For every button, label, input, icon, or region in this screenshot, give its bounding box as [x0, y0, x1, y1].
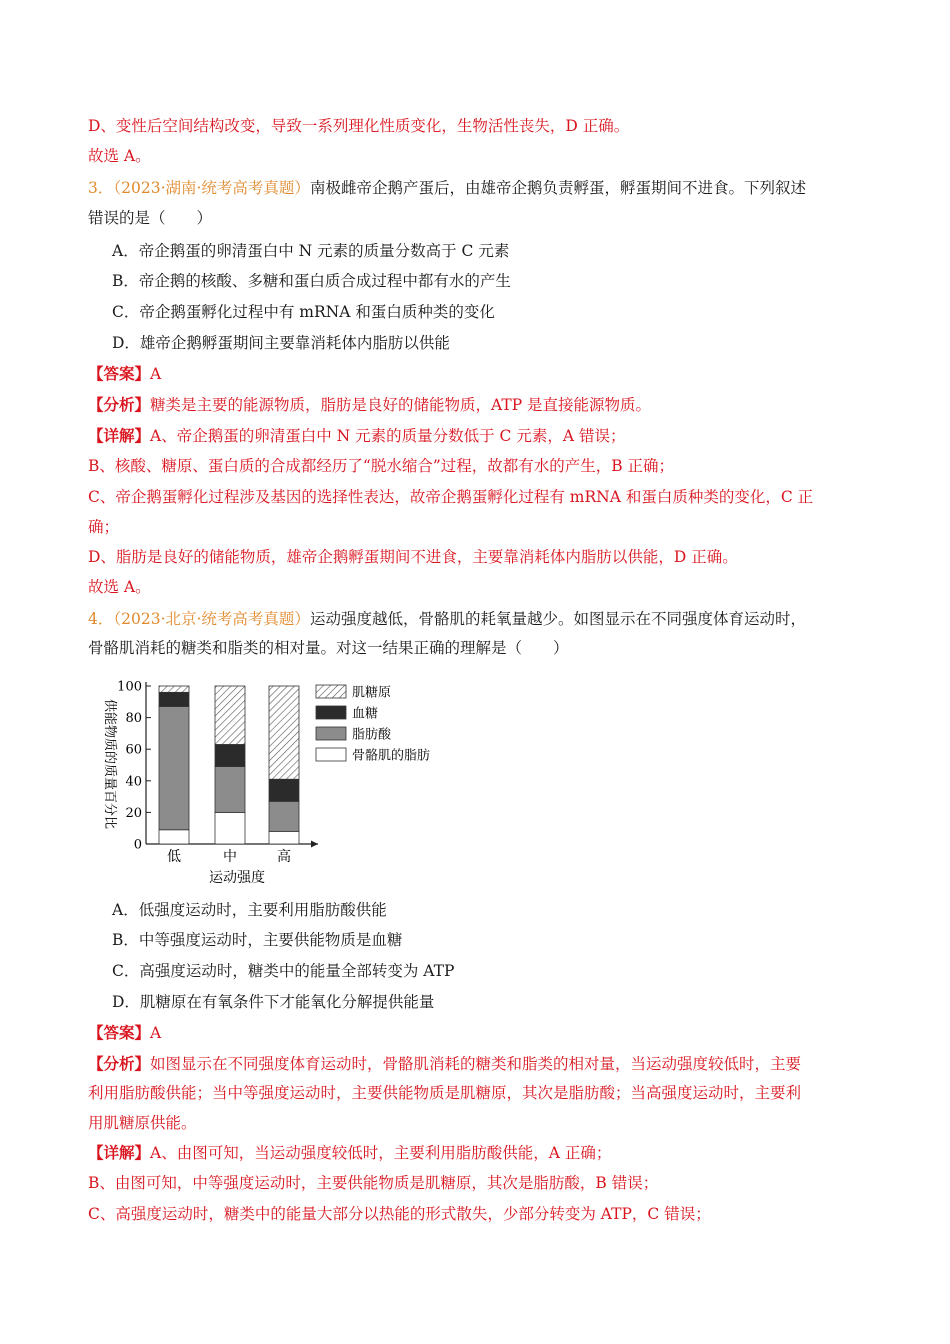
q3-option-c[interactable]: C．帝企鹅蛋孵化过程中有 mRNA 和蛋白质种类的变化: [112, 303, 495, 321]
bar-segment: [159, 692, 189, 706]
q4-option-b[interactable]: B．中等强度运动时，主要供能物质是血糖: [112, 931, 403, 949]
bar-segment: [159, 707, 189, 830]
y-tick-label: 60: [125, 742, 142, 758]
bar-segment: [215, 686, 245, 744]
q2-choose: 故选 A。: [88, 147, 151, 165]
q4-stem-line-2: 骨骼肌消耗的糖类和脂类的相对量。对这一结果正确的理解是（ ）: [88, 639, 569, 657]
detail-tag: 【详解】: [88, 426, 151, 445]
analysis-tag: 【分析】: [88, 395, 151, 414]
bar-segment: [269, 801, 299, 831]
q3-analysis: [88, 395, 651, 415]
answer-tag: 【答案】: [88, 1023, 151, 1042]
bar-segment: [269, 831, 299, 844]
q3-detail-2: B、核酸、糖原、蛋白质的合成都经历了“脱水缩合”过程，故都有水的产生，B 正确；: [88, 457, 675, 475]
q4-answer: [88, 1023, 161, 1043]
legend-label: 骨骼肌的脂肪: [352, 748, 431, 764]
plot-area: [117, 680, 318, 866]
q4-option-a[interactable]: A．低强度运动时，主要利用脂肪酸供能: [112, 901, 387, 919]
x-tick-label: 低: [167, 849, 181, 865]
q4-analysis-3: 用肌糖原供能。: [88, 1114, 197, 1132]
q3-option-b[interactable]: B．帝企鹅的核酸、多糖和蛋白质合成过程中都有水的产生: [112, 272, 511, 290]
q4-stem-line-1: [88, 609, 806, 629]
bar-segment: [159, 686, 189, 692]
q4-detail-1: [88, 1143, 611, 1163]
detail-text: A、由图可知，当运动强度较低时，主要利用脂肪酸供能，A 正确；: [150, 1144, 612, 1162]
chart-legend: [316, 685, 430, 764]
x-axis-arrow: [311, 841, 318, 848]
legend-label: 脂肪酸: [352, 727, 392, 743]
analysis-text: 糖类是主要的能源物质，脂肪是良好的储能物质，ATP 是直接能源物质。: [150, 396, 652, 414]
detail-text: A、帝企鹅蛋的卵清蛋白中 N 元素的质量分数低于 C 元素，A 错误；: [150, 427, 626, 445]
x-tick-label: 中: [223, 849, 237, 865]
q3-source[interactable]: （2023·湖南·统考高考真题）: [113, 179, 310, 197]
q4-option-d[interactable]: D．肌糖原在有氧条件下才能氧化分解提供能量: [112, 993, 435, 1011]
q3-choose: 故选 A。: [88, 578, 151, 596]
q4-number: 4．: [88, 610, 114, 628]
y-tick-label: 40: [125, 774, 142, 790]
q3-detail-3a: C、帝企鹅蛋孵化过程涉及基因的选择性表达，故帝企鹅蛋孵化过程有 mRNA 和蛋白质种类的变化，C 正: [88, 488, 814, 506]
q4-analysis-2: 利用脂肪酸供能；当中等强度运动时，主要供能物质是肌糖原，其次是脂肪酸；当高强度运动时，主要利: [88, 1084, 802, 1102]
detail-tag: 【详解】: [88, 1143, 151, 1162]
x-axis-label: 运动强度: [209, 870, 265, 886]
analysis-tag: 【分析】: [88, 1054, 151, 1073]
q3-number: 3．: [88, 179, 114, 197]
y-tick-label: 100: [117, 679, 142, 695]
legend-swatch: [316, 706, 346, 719]
y-tick-label: 80: [125, 711, 142, 727]
q4-detail-3: C、高强度运动时，糖类中的能量大部分以热能的形式散失，少部分转变为 ATP，C 错误；: [88, 1205, 711, 1223]
q3-stem-line-1: [88, 178, 806, 198]
legend-swatch: [316, 727, 346, 740]
q3-answer: [88, 364, 161, 384]
q4-option-c[interactable]: C．高强度运动时，糖类中的能量全部转变为 ATP: [112, 962, 455, 980]
energy-source-bar-chart: [96, 672, 456, 890]
bar-segment: [269, 686, 299, 779]
x-tick-label: 高: [277, 849, 291, 865]
q4-stem: 运动强度越低，骨骼肌的耗氧量越少。如图显示在不同强度体育运动时，: [309, 610, 806, 628]
q4-analysis-1: [88, 1054, 801, 1074]
legend-label: 血糖: [352, 706, 379, 722]
q3-detail-1: [88, 426, 625, 446]
q3-detail-4: D、脂肪是良好的储能物质，雄帝企鹅孵蛋期间不进食，主要靠消耗体内脂肪以供能，D 正确。: [88, 548, 738, 566]
bar-segment: [215, 767, 245, 813]
q3-stem: 南极雌帝企鹅产蛋后，由雄帝企鹅负责孵蛋，孵蛋期间不进食。下列叙述: [309, 179, 806, 197]
bar-segment: [215, 812, 245, 844]
legend-swatch: [316, 685, 346, 698]
q4-source[interactable]: （2023·北京·统考高考真题）: [113, 610, 310, 628]
bar-segment: [269, 779, 299, 801]
q2-option-d-explanation: D、变性后空间结构改变，导致一系列理化性质变化，生物活性丧失，D 正确。: [88, 117, 630, 135]
analysis-text: 如图显示在不同强度体育运动时，骨骼肌消耗的糖类和脂类的相对量，当运动强度较低时，主要: [150, 1055, 802, 1073]
q3-stem-line-2: 错误的是（ ）: [88, 209, 213, 227]
legend-label: 肌糖原: [352, 685, 392, 701]
legend-swatch: [316, 748, 346, 761]
bar-segment: [159, 830, 189, 844]
y-tick-label: 0: [133, 837, 142, 853]
q3-option-d[interactable]: D．雄帝企鹅孵蛋期间主要靠消耗体内脂肪以供能: [112, 334, 450, 352]
answer-value: A: [150, 365, 162, 383]
q3-option-a[interactable]: A．帝企鹅蛋的卵清蛋白中 N 元素的质量分数高于 C 元素: [112, 242, 510, 260]
answer-value: A: [150, 1024, 162, 1042]
answer-tag: 【答案】: [88, 364, 151, 383]
y-tick-label: 20: [125, 805, 142, 821]
q3-detail-3b: 确；: [88, 518, 120, 536]
q4-detail-2: B、由图可知，中等强度运动时，主要供能物质是肌糖原，其次是脂肪酸，B 错误；: [88, 1174, 659, 1192]
y-axis-label: 供能物质的质量百分比: [102, 698, 117, 830]
bar-segment: [215, 744, 245, 766]
